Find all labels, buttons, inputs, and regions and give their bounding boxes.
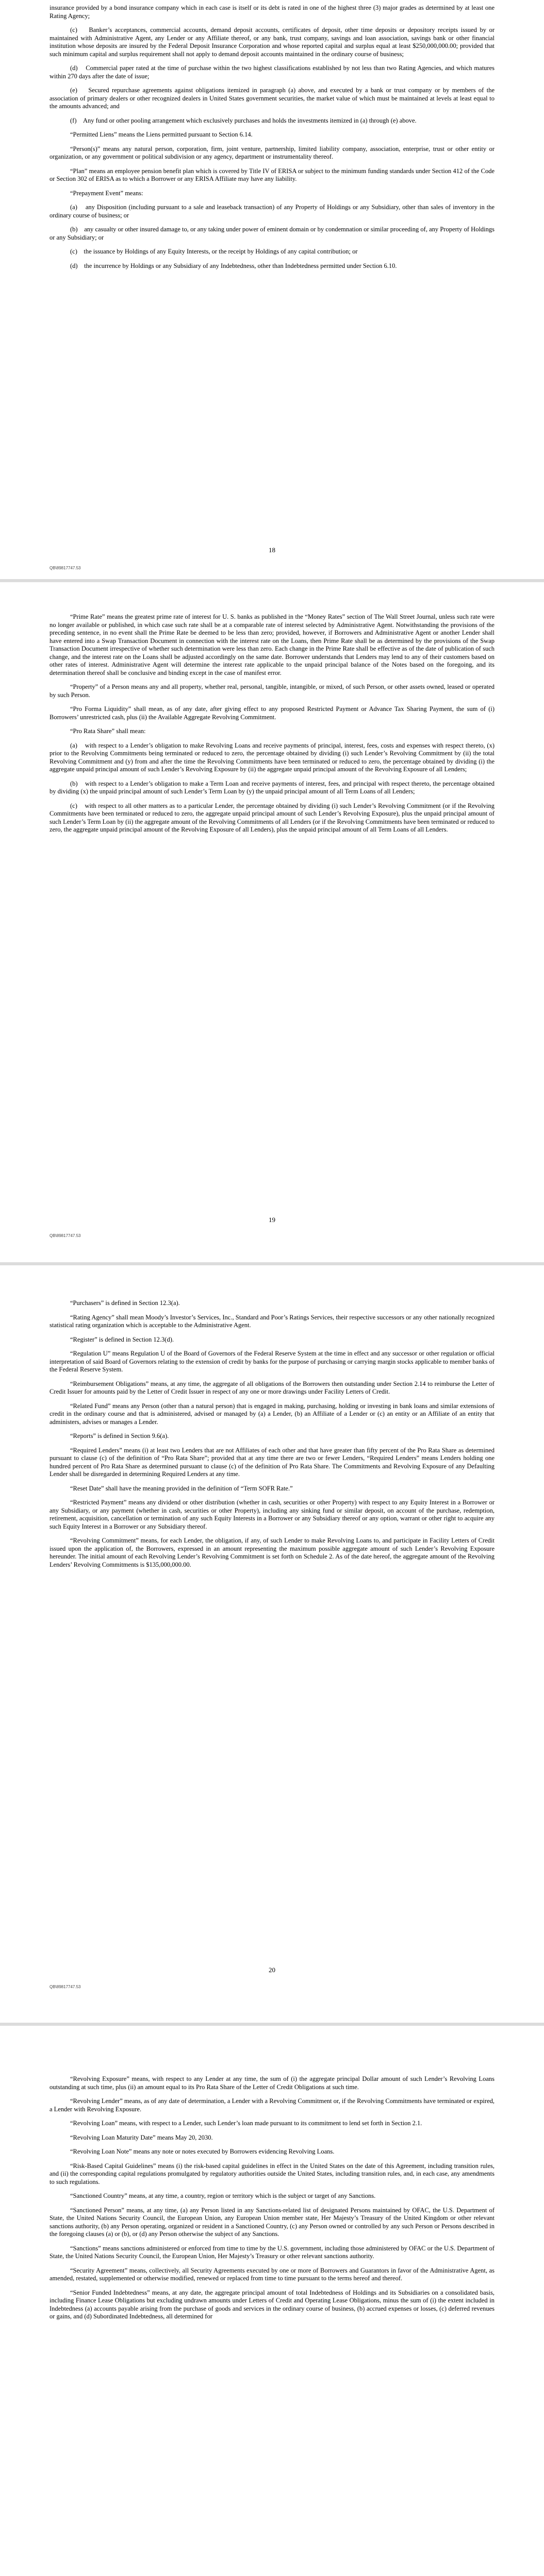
document-id: QB\89817747.53: [50, 1985, 81, 1989]
definition-paragraph: “Revolving Loan Note” means any note or notes executed by Borrowers evidencing Revolving Loans.: [70, 2148, 335, 2155]
paragraph: (e) Secured repurchase agreements against obligations itemized in paragraph (a) above, and executed by a bank or trust company or by members of the association of primary dealers or other recognized dealers in United States government securities, the market value of which must be maintained at levels at least equal to the amounts advanced; and: [50, 87, 494, 110]
definition-paragraph: “Restricted Payment” means any dividend or other distribution (whether in cash, securities or other Property) with respect to any Equity Interest in a Borrower or any Subsidiary, or any payment (whether in cash, securities or other Property), including any sinking fund or similar deposit, on account of the purchase, redemption, retirement, acquisition, cancellation or termination of any such Equity Interests in a Borrower or any Subsidiary thereof or any option, warrant or other right to acquire any such Equity Interest in a Borrower or any Subsidiary thereof.: [50, 1499, 494, 1530]
paragraph: (c) the issuance by Holdings of any Equity Interests, or the receipt by Holdings of any capital contribution; or: [70, 248, 358, 255]
paragraph: (a) any Disposition (including pursuant to a sale and leaseback transaction) of any Property of Holdings or any Subsidiary, other than sales of inventory in the ordinary course of business; or: [50, 204, 494, 219]
definition-paragraph: “Risk-Based Capital Guidelines” means (i) the risk-based capital guidelines in effect in the United States on the date of this Agreement, including transition rules, and (ii) the corresponding capital regulations promulgated by regulatory authorities outside the United States, including transition rules, and, in each case, any amendments to such regulations.: [50, 2162, 494, 2185]
document-id: QB\89817747.53: [50, 1233, 81, 1238]
document-page-19: [0, 582, 544, 1262]
definition-paragraph: “Revolving Loan Maturity Date” means May 20, 2030.: [70, 2133, 213, 2141]
definition-paragraph: “Reports” is defined in Section 9.6(a).: [70, 1432, 169, 1439]
definition-paragraph: “Revolving Loan” means, with respect to a Lender, such Lender’s loan made pursuant to its commitment to lend set forth in Section 2.1.: [70, 2120, 422, 2127]
definition-paragraph: “Reimbursement Obligations” means, at any time, the aggregate of all obligations of the Borrowers then outstanding under Section 2.14 to reimburse the Letter of Credit Issuer for amounts paid by the Letter of Credit Issuer in respect of any one or more drawings under Facility Letters of Credit.: [50, 1380, 494, 1395]
document-id: QB\89817747.53: [50, 566, 81, 570]
paragraph: (a) with respect to a Lender’s obligation to make Revolving Loans and receive payments of principal, interest, fees, costs and expenses with respect thereto, (x) prior to the Revolving Commitments being terminated or reduced to zero, the percentage obtained by dividing (i) such Lender’s Revolving Commitment by (ii) the total Revolving Commitment and (y) from and after the time the Revolving Commitments have been terminated or reduced to zero, the percentage obtained by dividing (i) the aggregate unpaid principal amount of such Lender’s Revolving Exposure by (ii) the aggregate unpaid principal amount of the Revolving Exposure of all Lenders;: [50, 741, 494, 773]
definition-paragraph: “Permitted Liens” means the Liens permitted pursuant to Section 6.14.: [70, 131, 253, 138]
document-page-21: [0, 2026, 544, 2576]
definition-paragraph: “Pro Forma Liquidity” shall mean, as of any date, after giving effect to any proposed Restricted Payment or Advance Tax Sharing Payment, the sum of (i) Borrowers’ unrestricted cash, plus (ii) the Available Aggregate Revolving Commitment.: [50, 705, 494, 721]
definition-paragraph: “Sanctioned Country” means, at any time, a country, region or territory which is the subject or target of any Sanctions.: [70, 2192, 376, 2199]
definition-paragraph: “Revolving Exposure” means, with respect to any Lender at any time, the sum of (i) the aggregate principal Dollar amount of such Lender’s Revolving Loans outstanding at such time, plus (ii) an amount equal to its Pro Rata Share of the Letter of Credit Obligations at such time.: [50, 2075, 494, 2091]
definition-paragraph: “Required Lenders” means (i) at least two Lenders that are not Affiliates of each other and that have greater than fifty percent of the Pro Rata Share as determined pursuant to clause (c) of the definition of “Pro Rata Share”; provided that at any time there are two or fewer Lenders, “Required Lenders” means Lenders holding one hundred percent of Pro Rata Share as determined pursuant to clause (c) of the definition of Pro Rata Share. The Commitments and Revolving Exposure of any Defaulting Lender shall be disregarded in determining Required Lenders at any time.: [50, 1446, 494, 1478]
definition-paragraph: “Prepayment Event” means:: [70, 189, 143, 197]
definition-paragraph: “Revolving Commitment” means, for each Lender, the obligation, if any, of such Lender to make Revolving Loans to, and participate in Facility Letters of Credit issued upon the application of, the Borrowers, expressed in an amount representing the maximum possible aggregate amount of such Lender’s Revolving Exposure hereunder. The initial amount of each Revolving Lender’s Revolving Commitment is set forth on Schedule 2. As of the date hereof, the aggregate amount of the Revolving Lenders’ Revolving Commitments is $135,000,000.00.: [50, 1537, 494, 1568]
document-page-18: [0, 0, 544, 579]
paragraph: (c) with respect to all other matters as to a particular Lender, the percentage obtained by dividing (i) such Lender’s Revolving Commitment (or if the Revolving Commitments have been terminated or reduced to zero, the aggregate unpaid principal amount of such Lender’s Revolving Exposure), plus the unpaid principal amount of such Lender’s Term Loan by (ii) the aggregate amount of the Revolving Commitments of all Lenders (or if the Revolving Commitments have been terminated or reduced to zero, the aggregate unpaid principal amount of the Revolving Exposure of all Lenders), plus the unpaid principal amount of all Term Loans of all Lenders.: [50, 802, 494, 833]
definition-paragraph: “Related Fund” means any Person (other than a natural person) that is engaged in making, purchasing, holding or investing in bank loans and similar extensions of credit in the ordinary course and that is administered, advised or managed by (a) a Lender, (b) an Affiliate of a Lender or (c) an entity or an Affiliate of an entity that administers, advises or manages a Lender.: [50, 1402, 494, 1426]
definition-paragraph: “Reset Date” shall have the meaning provided in the definition of “Term SOFR Rate.”: [70, 1484, 293, 1492]
definition-paragraph: “Property” of a Person means any and all property, whether real, personal, tangible, intangible, or mixed, of such Person, or other assets owned, leased or operated by such Person.: [50, 683, 494, 699]
page-number: 20: [269, 1966, 275, 1974]
paragraph: (d) the incurrence by Holdings or any Subsidiary of any Indebtedness, other than Indebtedness permitted under Section 6.10.: [70, 262, 397, 269]
paragraph: insurance provided by a bond insurance company which in each case is itself or its debt is rated in one of the highest three (3) major grades as determined by at least one Rating Agency;: [50, 4, 494, 20]
definition-paragraph: “Pro Rata Share” shall mean:: [70, 727, 146, 735]
paragraph: (d) Commercial paper rated at the time of purchase within the two highest classifications established by not less than two Rating Agencies, and which matures within 270 days after the date of issue;: [50, 64, 494, 80]
paragraph: (c) Banker’s acceptances, commercial accounts, demand deposit accounts, certificates of deposit, other time deposits or depository receipts issued by or maintained with Administrative Agent, any Lender or any Affiliate thereof, or any bank, trust company, savings and loan association, savings bank or other financial institution whose deposits are insured by the Federal Deposit Insurance Corporation and whose reported capital and surplus equal at least $250,000,000.00; provided that such minimum capital and surplus requirement shall not apply to demand deposit accounts maintained in the ordinary course of business;: [50, 26, 494, 58]
page-number: 19: [269, 1216, 275, 1224]
definition-paragraph: “Senior Funded Indebtedness” means, at any date, the aggregate principal amount of total Indebtedness of Holdings and its Subsidiaries on a consolidated basis, including Finance Lease Obligations but excluding undrawn amounts under Letters of Credit and Operating Lease Obligations, minus the sum of (i) the extent included in Indebtedness (a) accounts payable arising from the purchase of goods and services in the ordinary course of business, (b) accrued expenses or losses, (c) deferred revenues or gains, and (d) Subordinated Indebtedness, all determined for: [50, 2289, 494, 2320]
definition-paragraph: “Purchasers” is defined in Section 12.3(a).: [70, 1299, 180, 1307]
definition-paragraph: “Regulation U” means Regulation U of the Board of Governors of the Federal Reserve System at the time in effect and any successor or other regulation or official interpretation of said Board of Governors relating to the extension of credit by banks for the purpose of purchasing or carrying margin stocks applicable to member banks of the Federal Reserve System.: [50, 1350, 494, 1373]
definition-paragraph: “Register” is defined in Section 12.3(d).: [70, 1335, 174, 1343]
page-body: [50, 1299, 494, 1575]
page-number: 18: [269, 546, 275, 554]
page-body: [50, 4, 494, 276]
definition-paragraph: “Sanctioned Person” means, at any time, (a) any Person listed in any Sanctions-related list of designated Persons maintained by OFAC, the U.S. Department of State, the United Nations Security Council, the European Union, any European Union member state, Her Majesty’s Treasury of the United Kingdom or other relevant sanctions authority, (b) any Person operating, organized or resident in a Sanctioned Country, (c) any Person owned or controlled by any such Person or Persons described in the foregoing clauses (a) or (b), or (d) any Person otherwise the subject of any Sanctions.: [50, 2206, 494, 2238]
paragraph: (b) any casualty or other insured damage to, or any taking under power of eminent domain or by condemnation or similar proceeding of, any Property of Holdings or any Subsidiary; or: [50, 226, 494, 241]
document-page-20: [0, 1265, 544, 2023]
paragraph: (f) Any fund or other pooling arrangement which exclusively purchases and holds the investments itemized in (a) through (e) above.: [70, 116, 417, 124]
page-body: [50, 2075, 494, 2327]
definition-paragraph: “Security Agreement” means, collectively, all Security Agreements executed by one or more of Borrowers and Guarantors in favor of the Administrative Agent, as amended, restated, supplemented or otherwise modified, renewed or replaced from time to time pursuant to the terms hereof and thereof.: [50, 2266, 494, 2282]
definition-paragraph: “Person(s)” means any natural person, corporation, firm, joint venture, partnership, limited liability company, association, enterprise, trust or other entity or organization, or any government or political subdivision or any agency, department or instrumentality thereof.: [50, 145, 494, 160]
definition-paragraph: “Rating Agency” shall mean Moody’s Investor’s Services, Inc., Standard and Poor’s Ratings Services, their respective successors or any other nationally recognized statistical rating organization which is acceptable to the Administrative Agent.: [50, 1313, 494, 1329]
definition-paragraph: “Plan” means an employee pension benefit plan which is covered by Title IV of ERISA or subject to the minimum funding standards under Section 412 of the Code or Section 302 of ERISA as to which a Borrower or any ERISA Affiliate may have any liability.: [50, 167, 494, 182]
definition-paragraph: “Sanctions” means sanctions administered or enforced from time to time by the U.S. government, including those administered by OFAC or the U.S. Department of State, the United Nations Security Council, the European Union, Her Majesty’s Treasury or other relevant sanctions authority.: [50, 2244, 494, 2260]
definition-paragraph: “Revolving Lender” means, as of any date of determination, a Lender with a Revolving Commitment or, if the Revolving Commitments have terminated or expired, a Lender with Revolving Exposure.: [50, 2097, 494, 2113]
paragraph: (b) with respect to a Lender’s obligation to make a Term Loan and receive payments of interest, fees, and principal with respect thereto, the percentage obtained by dividing (x) the unpaid principal amount of such Lender’s Term Loan by (y) the unpaid principal amount of all Term Loans of all Lenders;: [50, 779, 494, 795]
page-body: [50, 613, 494, 840]
definition-paragraph: “Prime Rate” means the greatest prime rate of interest for U. S. banks as published in the “Money Rates” section of The Wall Street Journal, unless such rate were no longer available or published, in which case such rate shall be at a comparable rate of interest selected by Administrative Agent. Notwithstanding the provisions of the preceding sentence, in no event shall the Prime Rate be deemed to be less than zero; provided, however, if Borrowers and Administrative Agent or another Lender shall have entered into a Swap Transaction Document in connection with the interest rate on the Loans, then Prime Rate shall be as determined by the provisions of the Swap Transaction Document irrespective of whether such determination were less than zero. Each change in the Prime Rate shall be effective as of the date of publication of such change, and the interest rate on the Loans shall be adjusted accordingly on the same date. Borrower understands that Lenders may lend to any of their customers based on other rates of interest. Administrative Agent will determine the interest rate applicable to the unpaid principal balance of the Notes based on the foregoing, and its determination thereof shall be conclusive and binding except in the case of manifest error.: [50, 613, 494, 676]
